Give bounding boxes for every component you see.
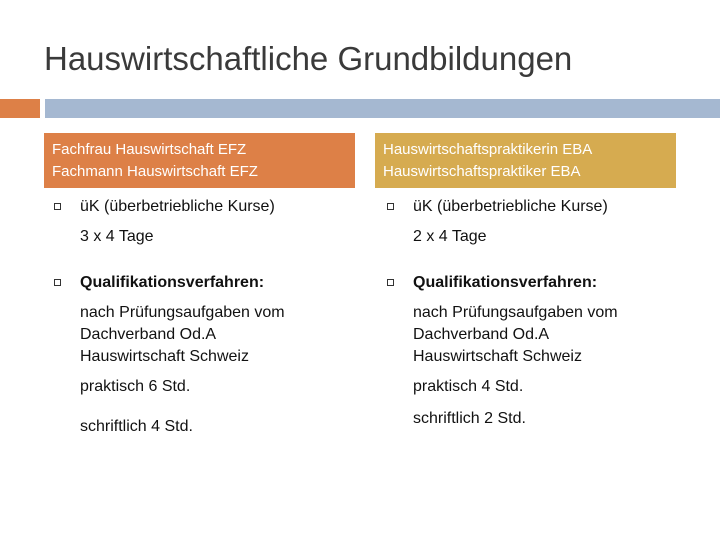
practical-hours: praktisch 6 Std. — [80, 378, 191, 395]
header-eba-line-1: Hauswirtschaftspraktikerin EBA — [383, 141, 593, 158]
header-efz — [44, 133, 355, 188]
uek-label: üK (überbetriebliche Kurse) — [80, 198, 275, 215]
square-bullet-icon — [54, 203, 61, 210]
qv-text — [382, 302, 702, 368]
accent-bar-orange — [0, 99, 40, 118]
list-item-uek — [382, 196, 702, 218]
written-hours: schriftlich 2 Std. — [413, 410, 526, 427]
uek-value: 2 x 4 Tage — [413, 228, 487, 245]
practical-hours: praktisch 4 Std. — [413, 378, 524, 395]
qv-text-line-2: Dachverband Od.A — [80, 326, 217, 343]
square-bullet-icon — [54, 279, 61, 286]
column-efz — [49, 196, 369, 438]
qv-label: Qualifikationsverfahren: — [413, 274, 598, 291]
square-bullet-icon — [387, 203, 394, 210]
qv-text-line-1: nach Prüfungsaufgaben vom — [413, 304, 618, 321]
slide-title: Hauswirtschaftliche Grundbildungen — [44, 40, 573, 77]
qv-text-line-1: nach Prüfungsaufgaben vom — [80, 304, 285, 321]
uek-label: üK (überbetriebliche Kurse) — [413, 198, 608, 215]
square-bullet-icon — [387, 279, 394, 286]
column-eba — [382, 196, 702, 430]
written-hours: schriftlich 4 Std. — [80, 418, 193, 435]
header-eba-line-2: Hauswirtschaftspraktiker EBA — [383, 163, 581, 180]
accent-bar-blue — [44, 99, 720, 118]
header-eba — [375, 133, 676, 188]
header-efz-line-2: Fachmann Hauswirtschaft EFZ — [52, 163, 258, 180]
qv-text-line-3: Hauswirtschaft Schweiz — [80, 348, 249, 365]
qv-text-line-2: Dachverband Od.A — [413, 326, 550, 343]
qv-text — [49, 302, 369, 368]
header-efz-line-1: Fachfrau Hauswirtschaft EFZ — [52, 141, 247, 158]
qv-label: Qualifikationsverfahren: — [80, 274, 265, 291]
qv-text-line-3: Hauswirtschaft Schweiz — [413, 348, 582, 365]
list-item-uek — [49, 196, 369, 218]
list-item-qv — [382, 272, 702, 294]
uek-value: 3 x 4 Tage — [80, 228, 154, 245]
list-item-qv — [49, 272, 369, 294]
